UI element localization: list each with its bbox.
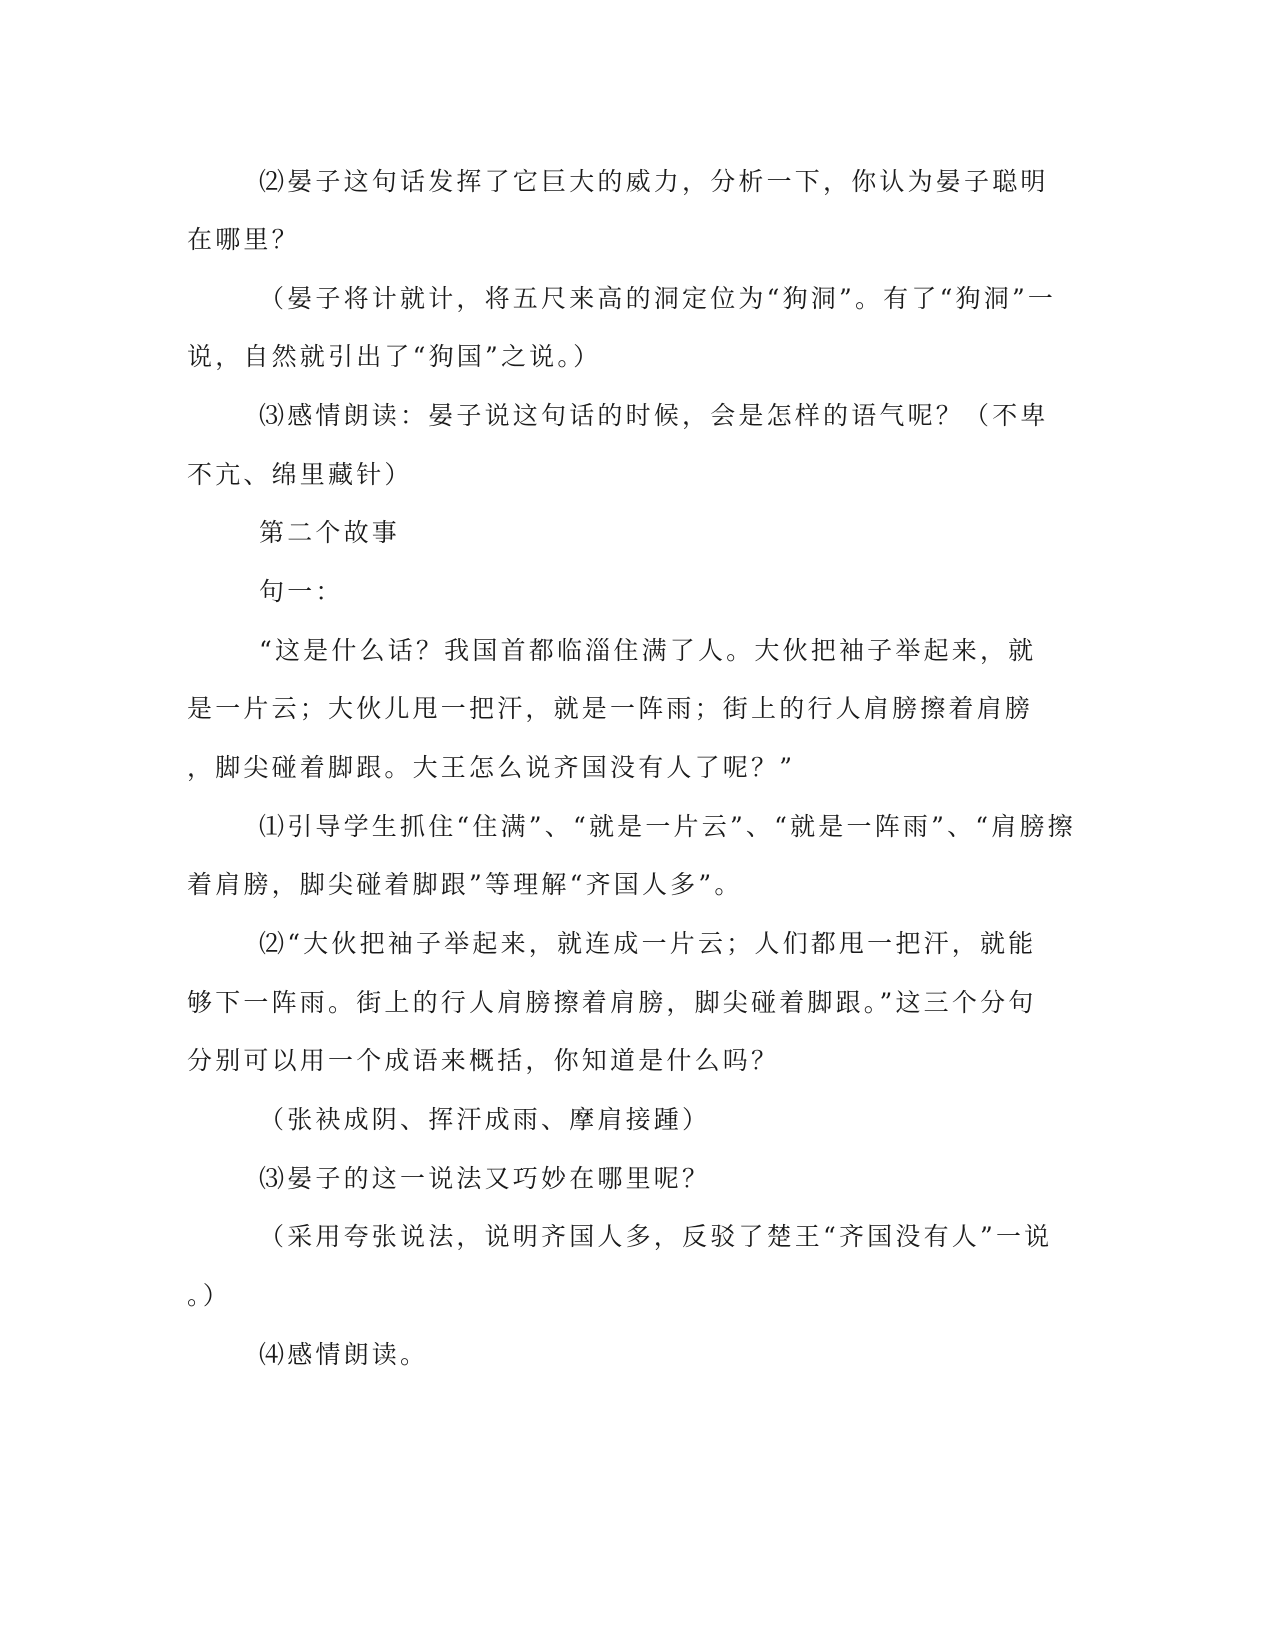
- quote-line: 是一片云；大伙儿甩一把汗，就是一阵雨；街上的行人肩膀擦着肩膀: [187, 694, 1034, 723]
- text-line: 不亢、绵里藏针）: [187, 460, 413, 489]
- text-line: 着肩膀，脚尖碰着脚跟”等理解“齐国人多”。: [187, 870, 743, 899]
- text-line: 分别可以用一个成语来概括，你知道是什么吗？: [187, 1046, 780, 1075]
- quote-line: “这是什么话？我国首都临淄住满了人。大伙把袖子举起来，就: [259, 636, 1037, 665]
- section-heading: 第二个故事: [259, 518, 401, 547]
- text-line: （采用夸张说法，说明齐国人多，反驳了楚王“齐国没有人”一说: [259, 1222, 1053, 1251]
- text-line: 句一：: [259, 577, 344, 606]
- quote-line: ，脚尖碰着脚跟。大王怎么说齐国没有人了呢？”: [187, 753, 796, 782]
- text-line: ⑵晏子这句话发挥了它巨大的威力，分析一下，你认为晏子聪明: [259, 167, 1049, 196]
- text-line: ⑵“大伙把袖子举起来，就连成一片云；人们都甩一把汗，就能: [259, 929, 1037, 958]
- text-line: 够下一阵雨。街上的行人肩膀擦着肩膀，脚尖碰着脚跟。”这三个分句: [187, 988, 1037, 1017]
- text-line: ⑷感情朗读。: [259, 1340, 429, 1369]
- text-line: 说，自然就引出了“狗国”之说。）: [187, 342, 602, 371]
- text-line: ⑴引导学生抓住“住满”、“就是一片云”、“就是一阵雨”、“肩膀擦: [259, 812, 1076, 841]
- text-line: （张袂成阴、挥汗成雨、摩肩接踵）: [259, 1105, 711, 1134]
- text-line: 在哪里？: [187, 225, 300, 254]
- text-line: ⑶晏子的这一说法又巧妙在哪里呢？: [259, 1164, 711, 1193]
- text-line: ⑶感情朗读：晏子说这句话的时候，会是怎样的语气呢？（不卑: [259, 401, 1049, 430]
- text-line: （晏子将计就计，将五尺来高的洞定位为“狗洞”。有了“狗洞”一: [259, 284, 1057, 313]
- text-line: 。）: [187, 1281, 231, 1310]
